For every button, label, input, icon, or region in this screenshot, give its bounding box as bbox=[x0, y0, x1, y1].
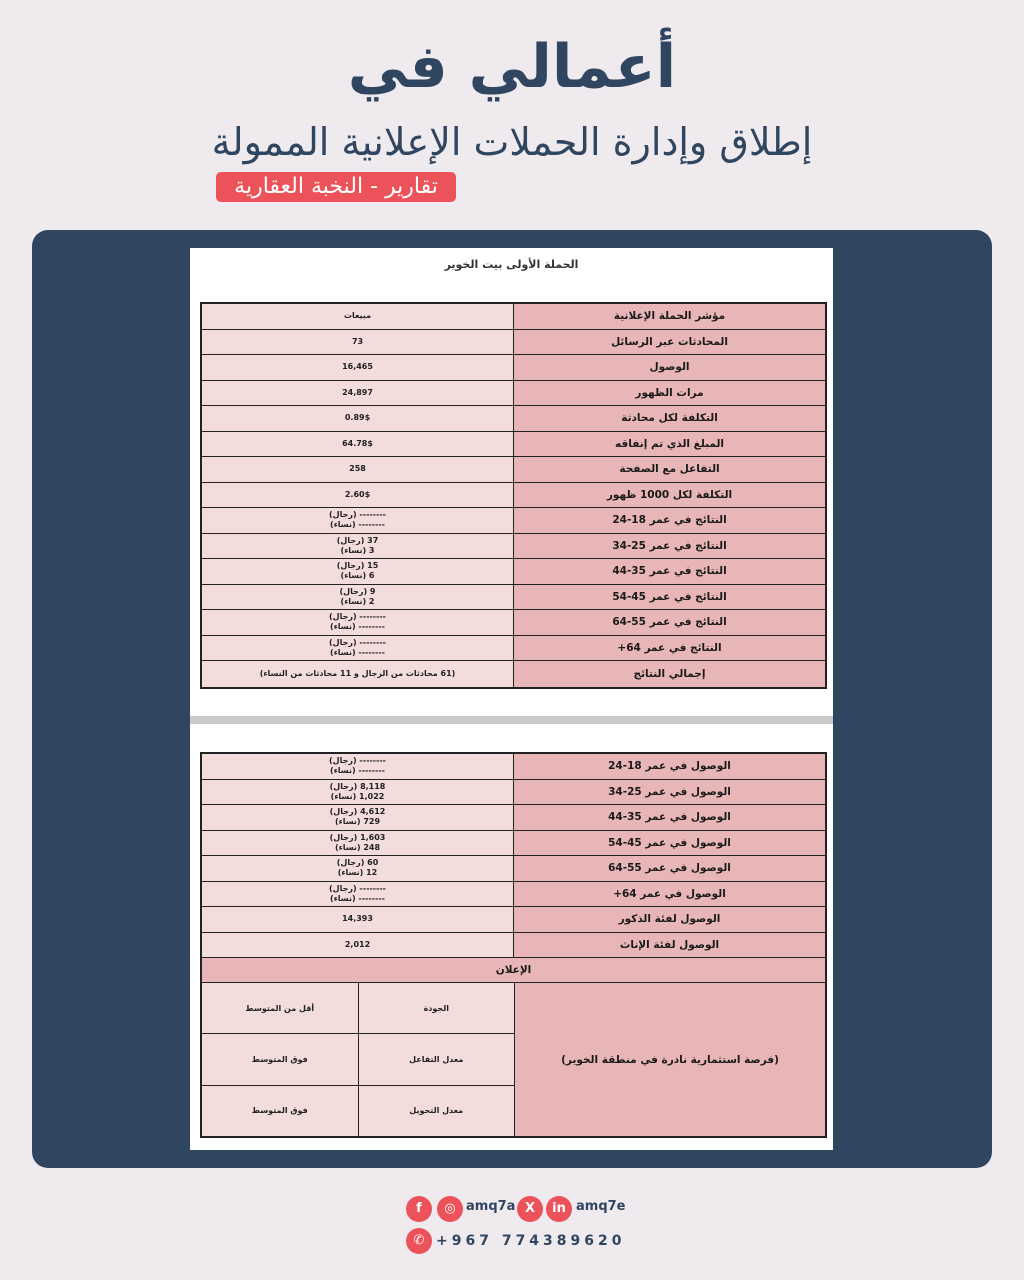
metric-value bbox=[202, 483, 513, 508]
table-row bbox=[202, 559, 825, 585]
table-row bbox=[202, 585, 825, 611]
metric-value bbox=[202, 457, 513, 482]
value-line: 1,022 (نساء) bbox=[330, 791, 385, 801]
metric-label: الوصول في عمر 18-24 bbox=[513, 754, 825, 779]
value-line: -------- (رجال) bbox=[329, 637, 386, 647]
value-line: -------- (رجال) bbox=[329, 510, 386, 520]
table-row bbox=[202, 534, 825, 560]
table-row bbox=[202, 304, 825, 330]
metric-value bbox=[202, 559, 513, 584]
value-line: -------- (رجال) bbox=[329, 883, 386, 893]
value-line: 2.60$ bbox=[344, 489, 371, 499]
metric-value bbox=[202, 933, 513, 958]
table-row bbox=[202, 406, 825, 432]
value-line: -------- (نساء) bbox=[330, 647, 385, 657]
handle-right[interactable]: amq7e bbox=[576, 1199, 626, 1214]
footer-social bbox=[0, 1196, 1024, 1256]
ad-metric-name: معدل التحويل bbox=[359, 1086, 515, 1136]
table-row bbox=[202, 805, 825, 831]
metric-value bbox=[202, 882, 513, 907]
table-row bbox=[202, 856, 825, 882]
table-row bbox=[202, 355, 825, 381]
value-line: 4,612 (رجال) bbox=[329, 807, 386, 817]
table-row bbox=[202, 831, 825, 857]
value-line: 64.78$ bbox=[342, 438, 373, 448]
page-subtitle: إطلاق وإدارة الحملات الإعلانية الممولة bbox=[211, 120, 813, 164]
metric-label: المحادثات عبر الرسائل bbox=[513, 330, 825, 355]
ad-metric-rating: فوق المتوسط bbox=[202, 1034, 359, 1084]
value-line: 37 (رجال) bbox=[336, 535, 379, 545]
metric-label: النتائج في عمر 18-24 bbox=[513, 508, 825, 533]
metrics-table-1 bbox=[200, 302, 827, 689]
metric-value bbox=[202, 355, 513, 380]
table-row bbox=[202, 636, 825, 662]
x-icon[interactable]: X bbox=[517, 1196, 543, 1222]
value-line: 12 (نساء) bbox=[337, 868, 378, 878]
report-page-2 bbox=[190, 724, 833, 1150]
metric-label: التكلفة لكل محادثة bbox=[513, 406, 825, 431]
metric-label: الوصول في عمر 55-64 bbox=[513, 856, 825, 881]
facebook-icon[interactable]: f bbox=[406, 1196, 432, 1222]
table-row bbox=[202, 457, 825, 483]
metric-value bbox=[202, 304, 513, 329]
metric-label: مرات الظهور bbox=[513, 381, 825, 406]
campaign-title: الحملة الأولى بيت الخوير bbox=[444, 258, 579, 271]
value-line: -------- (رجال) bbox=[329, 756, 386, 766]
table-row bbox=[202, 432, 825, 458]
value-line: -------- (رجال) bbox=[329, 612, 386, 622]
metric-label: مؤشر الحملة الإعلانية bbox=[513, 304, 825, 329]
table-row bbox=[202, 483, 825, 509]
value-line: 8,118 (رجال) bbox=[329, 781, 386, 791]
metric-label: الوصول لفئة الذكور bbox=[513, 907, 825, 932]
metric-label: الوصول لفئة الإناث bbox=[513, 933, 825, 958]
table-row bbox=[202, 381, 825, 407]
value-line: 14,393 bbox=[342, 914, 373, 924]
metric-label: النتائج في عمر 45-54 bbox=[513, 585, 825, 610]
metric-label: النتائج في عمر 25-34 bbox=[513, 534, 825, 559]
metric-value bbox=[202, 831, 513, 856]
metric-value bbox=[202, 856, 513, 881]
ad-metric-row bbox=[202, 983, 514, 1034]
report-page-1 bbox=[190, 248, 833, 716]
value-line: مبيعات bbox=[343, 311, 372, 321]
table-row bbox=[202, 508, 825, 534]
metric-value bbox=[202, 754, 513, 779]
metric-value bbox=[202, 534, 513, 559]
metric-label: الوصول في عمر 35-44 bbox=[513, 805, 825, 830]
metric-value bbox=[202, 661, 513, 687]
ad-metric-row bbox=[202, 1034, 514, 1085]
metric-value bbox=[202, 585, 513, 610]
table-row bbox=[202, 882, 825, 908]
metrics-table-2 bbox=[200, 752, 827, 1138]
value-line: 258 bbox=[349, 464, 366, 474]
value-line: -------- (نساء) bbox=[330, 622, 385, 632]
table-row bbox=[202, 330, 825, 356]
table-row bbox=[202, 933, 825, 959]
ad-metric-row bbox=[202, 1086, 514, 1136]
ad-section bbox=[202, 983, 825, 1136]
metric-value bbox=[202, 406, 513, 431]
metric-value bbox=[202, 636, 513, 661]
handle-left[interactable]: amq7a bbox=[466, 1199, 516, 1214]
table-row bbox=[202, 780, 825, 806]
ad-metric-name: الجودة bbox=[359, 983, 515, 1033]
metric-label: الوصول bbox=[513, 355, 825, 380]
instagram-icon[interactable]: ◎ bbox=[437, 1196, 463, 1222]
value-line: -------- (نساء) bbox=[330, 520, 385, 530]
phone-number[interactable]: +967 774389620 bbox=[436, 1233, 626, 1249]
brand-title: أعمالي في bbox=[347, 32, 677, 102]
metric-label: الوصول في عمر 25-34 bbox=[513, 780, 825, 805]
metric-label: الوصول في عمر 45-54 bbox=[513, 831, 825, 856]
metric-label: النتائج في عمر 64+ bbox=[513, 636, 825, 661]
value-line: (61 محادثات من الرجال و 11 محادثات من النساء) bbox=[259, 668, 456, 678]
metric-label: التفاعل مع الصفحة bbox=[513, 457, 825, 482]
value-line: 6 (نساء) bbox=[340, 571, 375, 581]
metric-label: النتائج في عمر 55-64 bbox=[513, 610, 825, 635]
ad-title: (فرصة استثمارية نادرة في منطقة الخوير) bbox=[515, 983, 825, 1136]
page-separator bbox=[190, 716, 833, 724]
metric-value bbox=[202, 610, 513, 635]
value-line: 15 (رجال) bbox=[336, 561, 379, 571]
metric-label: الوصول في عمر 64+ bbox=[513, 882, 825, 907]
value-line: -------- (نساء) bbox=[330, 766, 385, 776]
value-line: 73 bbox=[351, 336, 364, 346]
metric-value bbox=[202, 508, 513, 533]
whatsapp-icon[interactable]: ✆ bbox=[406, 1228, 432, 1254]
ad-metric-rating: أقل من المتوسط bbox=[202, 983, 359, 1033]
metric-label: التكلفة لكل 1000 ظهور bbox=[513, 483, 825, 508]
metric-label: المبلغ الذي تم إنفاقه bbox=[513, 432, 825, 457]
ad-metric-name: معدل التفاعل bbox=[359, 1034, 515, 1084]
metric-label: إجمالي النتائج bbox=[513, 661, 825, 687]
metric-value bbox=[202, 805, 513, 830]
metric-value bbox=[202, 780, 513, 805]
metric-value bbox=[202, 330, 513, 355]
table-row bbox=[202, 661, 825, 687]
table-row bbox=[202, 754, 825, 780]
linkedin-icon[interactable]: in bbox=[546, 1196, 572, 1222]
value-line: 24,897 bbox=[342, 387, 373, 397]
value-line: 16,465 bbox=[342, 362, 373, 372]
value-line: 729 (نساء) bbox=[334, 817, 381, 827]
metric-value bbox=[202, 907, 513, 932]
value-line: 248 (نساء) bbox=[334, 842, 381, 852]
value-line: 60 (رجال) bbox=[336, 858, 379, 868]
value-line: 2,012 bbox=[344, 939, 371, 949]
value-line: 3 (نساء) bbox=[340, 545, 375, 555]
ad-section-header: الإعلان bbox=[202, 958, 825, 983]
report-tag: تقارير - النخبة العقارية bbox=[216, 172, 456, 202]
value-line: 1,603 (رجال) bbox=[329, 832, 386, 842]
ad-metric-rating: فوق المتوسط bbox=[202, 1086, 359, 1136]
table-row bbox=[202, 907, 825, 933]
metric-label: النتائج في عمر 35-44 bbox=[513, 559, 825, 584]
value-line: 2 (نساء) bbox=[340, 596, 375, 606]
metric-value bbox=[202, 432, 513, 457]
value-line: 0.89$ bbox=[344, 413, 371, 423]
metric-value bbox=[202, 381, 513, 406]
table-row bbox=[202, 610, 825, 636]
value-line: 9 (رجال) bbox=[339, 586, 376, 596]
value-line: -------- (نساء) bbox=[330, 893, 385, 903]
